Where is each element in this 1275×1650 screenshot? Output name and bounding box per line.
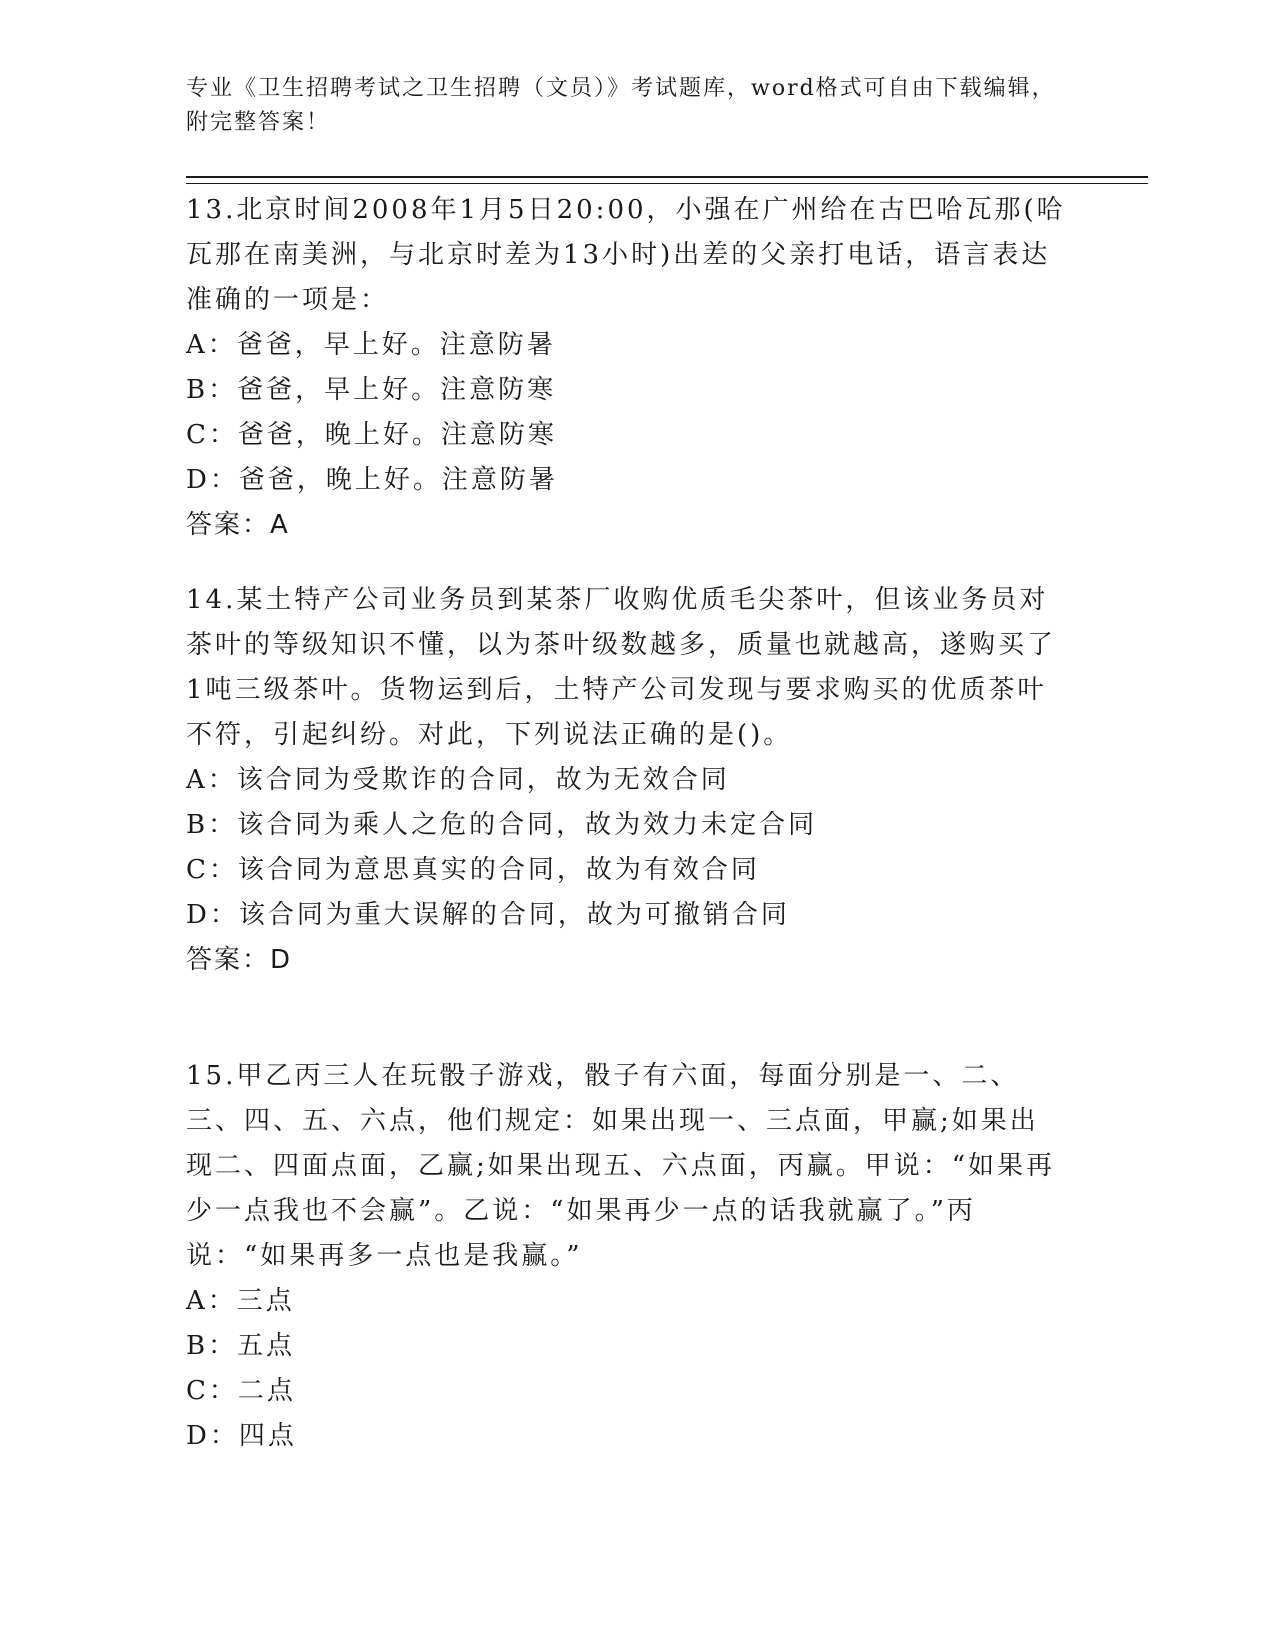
option-a: A：该合同为受欺诈的合同，故为无效合同 bbox=[186, 765, 730, 795]
option-c: C：二点 bbox=[186, 1376, 296, 1406]
option-b: B：爸爸，早上好。注意防寒 bbox=[186, 375, 557, 405]
header-divider-thick bbox=[186, 176, 1148, 178]
option-d: D：爸爸，晚上好。注意防暑 bbox=[186, 465, 558, 495]
option-a: A：三点 bbox=[186, 1286, 295, 1316]
question-stem: 15.甲乙丙三人在玩骰子游戏，骰子有六面，每面分别是一、二、三、四、五、六点，他们规定：如果出现一、三点面，甲赢;如果出现二、四面点面，乙赢;如果出现五、六点面，丙赢。甲说：“如果再少一点我也不会赢”。乙说：“如果再少一点的话我就赢了。”丙说：“如果再多一点也是我赢。” bbox=[186, 1061, 1056, 1271]
answer: 答案：D bbox=[186, 945, 293, 975]
header-divider-thin bbox=[186, 183, 1148, 184]
question-15 bbox=[186, 1054, 1066, 1459]
option-a: A：爸爸，早上好。注意防暑 bbox=[186, 330, 556, 360]
question-13 bbox=[186, 188, 1066, 548]
option-b: B：该合同为乘人之危的合同，故为效力未定合同 bbox=[186, 810, 818, 840]
option-c: C：爸爸，晚上好。注意防寒 bbox=[186, 420, 557, 450]
question-stem: 14.某土特产公司业务员到某茶厂收购优质毛尖茶叶，但该业务员对茶叶的等级知识不懂，以为茶叶级数越多，质量也就越高，遂购买了1吨三级茶叶。货物运到后，土特产公司发现与要求购买的优质茶叶不符，引起纠纷。对此，下列说法正确的是()。 bbox=[186, 585, 1057, 750]
option-b: B：五点 bbox=[186, 1331, 296, 1361]
option-c: C：该合同为意思真实的合同，故为有效合同 bbox=[186, 855, 760, 885]
question-14 bbox=[186, 578, 1066, 983]
question-stem: 13.北京时间2008年1月5日20:00，小强在广州给在古巴哈瓦那(哈瓦那在南美洲，与北京时差为13小时)出差的父亲打电话，语言表达准确的一项是： bbox=[186, 195, 1066, 315]
document-header: 专业《卫生招聘考试之卫生招聘（文员）》考试题库，word格式可自由下载编辑，附完整答案！ bbox=[186, 76, 1056, 135]
option-d: D：四点 bbox=[186, 1421, 297, 1451]
option-d: D：该合同为重大误解的合同，故为可撤销合同 bbox=[186, 900, 790, 930]
answer: 答案：A bbox=[186, 510, 290, 540]
